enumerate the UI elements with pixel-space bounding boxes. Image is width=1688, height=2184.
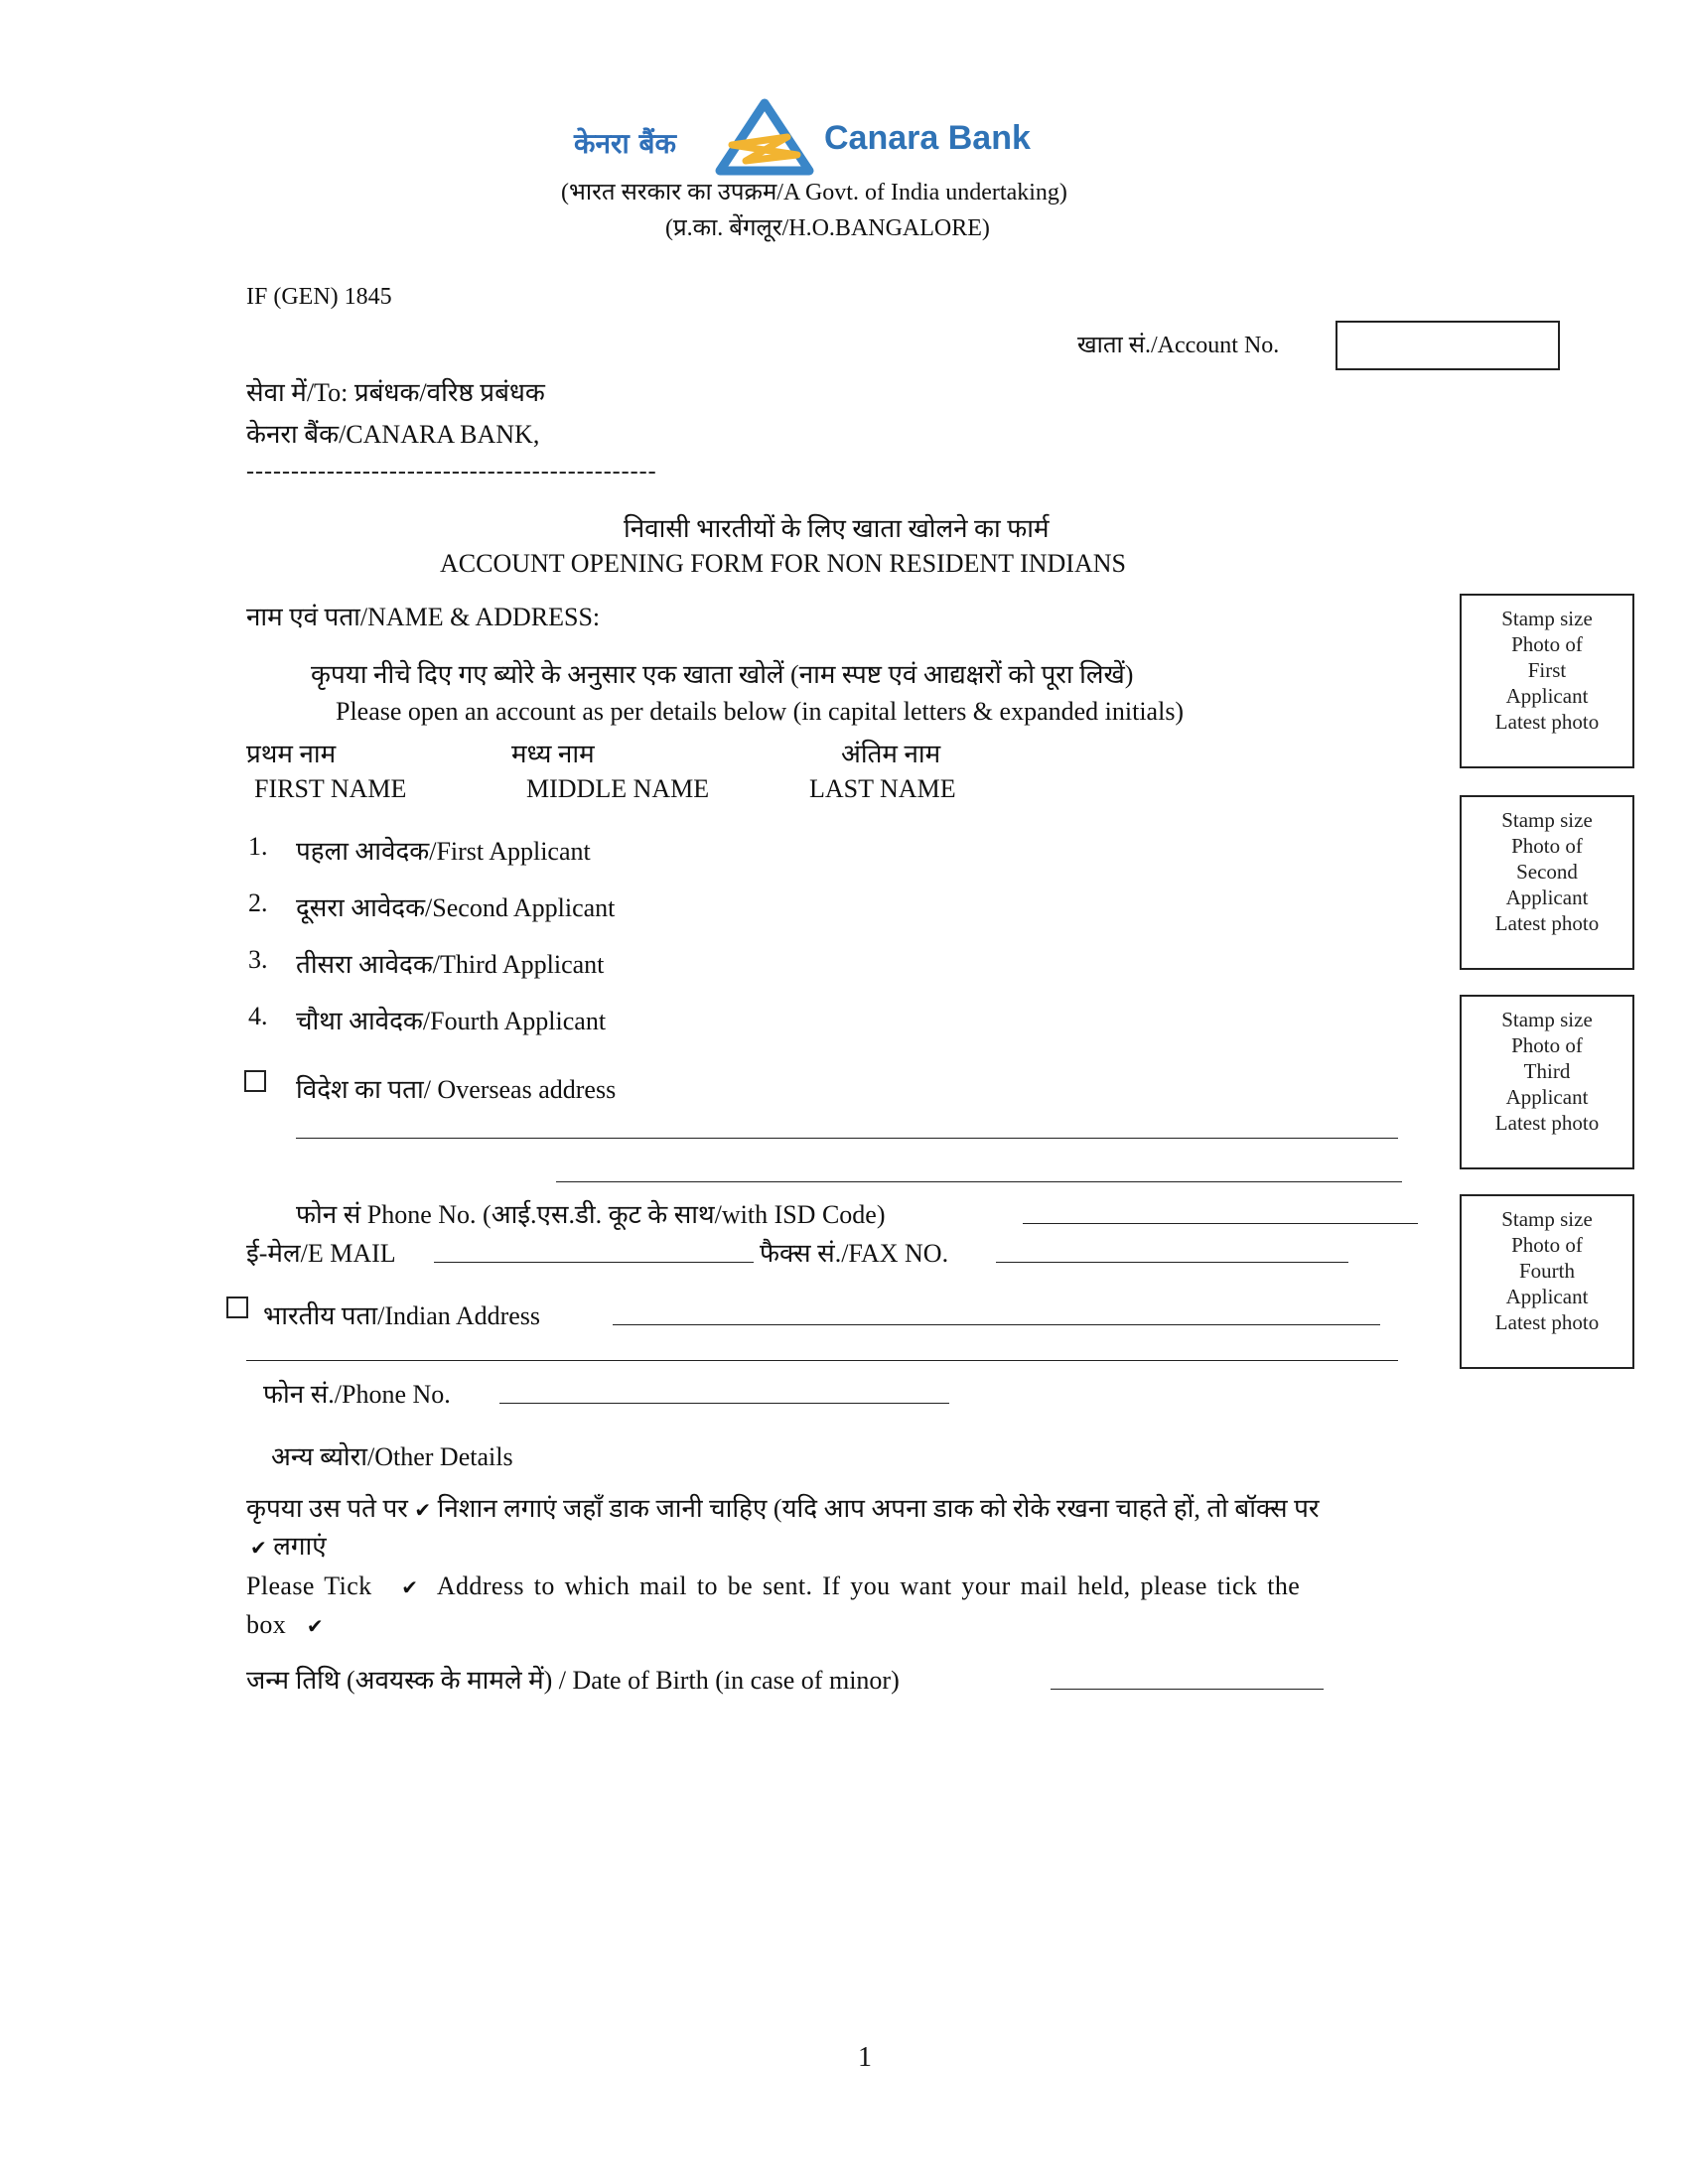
to-line-1: सेवा में/To: प्रबंधक/वरिष्ठ प्रबंधक <box>246 378 545 407</box>
title-english: ACCOUNT OPENING FORM FOR NON RESIDENT INDIANS <box>440 549 1126 578</box>
indian-address-line-1[interactable] <box>613 1324 1380 1325</box>
photo-box-second-applicant[interactable] <box>1460 795 1634 970</box>
photo-4-line-5: Latest photo <box>1494 1310 1600 1334</box>
photo-3-line-4: Applicant <box>1505 1085 1589 1109</box>
applicant-1-label: पहला आवेदक/First Applicant <box>296 837 591 866</box>
tick-mark-icon: ✔ <box>401 1575 419 1599</box>
first-name-hindi-header: प्रथम नाम <box>246 740 337 768</box>
middle-name-header: MIDDLE NAME <box>526 774 710 803</box>
form-code: IF (GEN) 1845 <box>246 284 392 310</box>
phone-label: फोन सं./Phone No. <box>263 1380 451 1409</box>
indian-address-checkbox[interactable] <box>226 1297 248 1318</box>
tick-instruction-hindi-line-1 <box>246 1489 1320 1525</box>
tick-english-text-3: box <box>246 1610 287 1639</box>
applicant-2-label: दूसरा आवेदक/Second Applicant <box>296 893 616 922</box>
photo-2-line-3: Second <box>1516 860 1578 884</box>
name-address-label: नाम एवं पता/NAME & ADDRESS: <box>246 603 601 631</box>
middle-name-hindi-header: मध्य नाम <box>511 740 595 768</box>
photo-box-first-applicant[interactable] <box>1460 594 1634 768</box>
photo-box-third-applicant[interactable] <box>1460 995 1634 1169</box>
govt-undertaking-text: (भारत सरकार का उपक्रम/A Govt. of India undertaking) <box>561 180 1067 205</box>
email-label: ई-मेल/E MAIL <box>246 1239 396 1268</box>
photo-4-line-4: Applicant <box>1505 1285 1589 1308</box>
dob-label: जन्म तिथि (अवयस्क के मामले में) / Date of Birth (in case of minor) <box>246 1666 900 1695</box>
account-no-field[interactable] <box>1336 321 1560 370</box>
tick-instruction-english-line-1 <box>246 1571 1300 1601</box>
photo-1-line-1: Stamp size <box>1501 607 1593 630</box>
applicant-4-label: चौथा आवेदक/Fourth Applicant <box>296 1007 607 1035</box>
tick-mark-icon: ✔ <box>306 1614 325 1638</box>
instruction-hindi: कृपया नीचे दिए गए ब्योरे के अनुसार एक खाता खोलें (नाम स्पष्ट एवं आद्यक्षरों को पूरा लिखें) <box>311 660 1134 689</box>
tick-hindi-text-2: निशान लगाएं जहाँ डाक जानी चाहिए (यदि आप अपना डाक को रोके रखना चाहते हों, तो बॉक्स पर <box>437 1494 1320 1523</box>
photo-1-line-3: First <box>1527 658 1567 682</box>
account-no-label: खाता सं./Account No. <box>1077 333 1280 358</box>
overseas-address-line-1[interactable] <box>296 1138 1398 1139</box>
page-number: 1 <box>858 2042 872 2073</box>
email-field[interactable] <box>434 1262 754 1263</box>
title-hindi: निवासी भारतीयों के लिए खाता खोलने का फार्म <box>624 514 1050 543</box>
tick-english-text-1: Please Tick <box>246 1571 372 1600</box>
tick-mark-icon: ✔ <box>250 1536 267 1560</box>
applicant-2-number: 2. <box>248 888 268 917</box>
last-name-header: LAST NAME <box>809 774 956 803</box>
tick-hindi-text-3: लगाएं <box>273 1532 327 1561</box>
applicant-1-number: 1. <box>248 832 268 861</box>
phone-isd-label: फोन सं Phone No. (आई.एस.डी. कूट के साथ/with ISD Code) <box>296 1200 886 1229</box>
overseas-address-checkbox[interactable] <box>244 1070 266 1092</box>
fax-label: फैक्स सं./FAX NO. <box>760 1239 949 1268</box>
last-name-hindi-header: अंतिम नाम <box>841 740 941 768</box>
tick-mark-icon: ✔ <box>414 1498 432 1522</box>
photo-3-line-5: Latest photo <box>1494 1111 1600 1135</box>
photo-4-line-1: Stamp size <box>1501 1207 1593 1231</box>
dashed-address-line: ---------------------------------------------- <box>246 459 657 484</box>
photo-4-line-3: Fourth <box>1518 1259 1575 1283</box>
overseas-address-label: विदेश का पता/ Overseas address <box>296 1075 617 1104</box>
tick-instruction-hindi-line-2 <box>250 1527 327 1563</box>
overseas-address-line-2[interactable] <box>556 1181 1402 1182</box>
canara-bank-logo-icon <box>710 97 819 179</box>
phone-field[interactable] <box>499 1403 949 1404</box>
photo-2-line-4: Applicant <box>1505 886 1589 909</box>
photo-1-line-2: Photo of <box>1511 632 1583 656</box>
phone-isd-field[interactable] <box>1023 1223 1418 1224</box>
photo-3-line-2: Photo of <box>1511 1033 1583 1057</box>
logo-hindi-text: केनरा बैंक <box>574 127 676 160</box>
photo-3-line-3: Third <box>1523 1059 1571 1083</box>
indian-address-line-2[interactable] <box>246 1360 1398 1361</box>
to-line-2: केनरा बैंक/CANARA BANK, <box>246 420 540 449</box>
first-name-header: FIRST NAME <box>254 774 407 803</box>
photo-1-line-4: Applicant <box>1505 684 1589 708</box>
applicant-4-number: 4. <box>248 1002 268 1030</box>
photo-4-line-2: Photo of <box>1511 1233 1583 1257</box>
photo-2-line-1: Stamp size <box>1501 808 1593 832</box>
tick-english-text-2: Address to which mail to be sent. If you want your mail held, please tick the <box>436 1571 1301 1600</box>
other-details-label: अन्य ब्योरा/Other Details <box>271 1442 513 1471</box>
photo-box-fourth-applicant[interactable] <box>1460 1194 1634 1369</box>
photo-1-line-5: Latest photo <box>1494 710 1600 734</box>
photo-2-line-5: Latest photo <box>1494 911 1600 935</box>
fax-field[interactable] <box>996 1262 1348 1263</box>
logo-english-text: Canara Bank <box>824 119 1031 157</box>
photo-2-line-2: Photo of <box>1511 834 1583 858</box>
applicant-3-label: तीसरा आवेदक/Third Applicant <box>296 950 605 979</box>
photo-3-line-1: Stamp size <box>1501 1008 1593 1031</box>
dob-field[interactable] <box>1051 1689 1324 1690</box>
applicant-3-number: 3. <box>248 945 268 974</box>
tick-instruction-english-line-2 <box>246 1610 324 1640</box>
head-office-text: (प्र.का. बेंगलूर/H.O.BANGALORE) <box>665 215 990 241</box>
tick-hindi-text-1: कृपया उस पते पर <box>246 1494 408 1523</box>
instruction-english: Please open an account as per details below (in capital letters & expanded initials) <box>336 697 1185 726</box>
indian-address-label: भारतीय पता/Indian Address <box>263 1301 541 1330</box>
